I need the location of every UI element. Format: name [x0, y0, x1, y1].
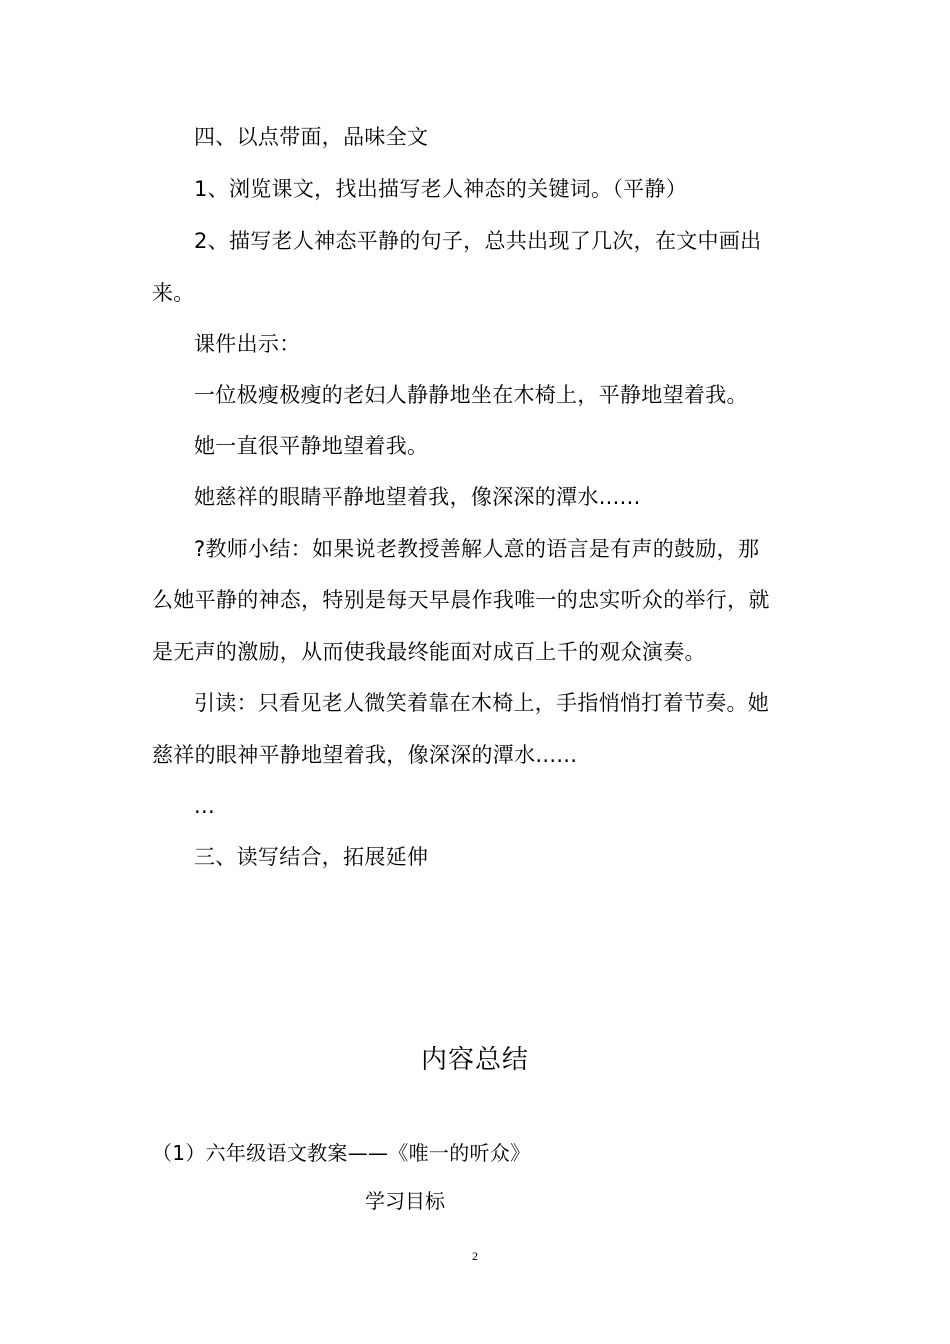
- teacher-summary-line-2: 么她平静的神态，特别是每天早晨作我唯一的忠实听众的举行，就: [152, 588, 770, 612]
- guided-reading-line-2: 慈祥的眼神平静地望着我，像深深的潭水......: [152, 743, 578, 767]
- quote-three: 她慈祥的眼睛平静地望着我，像深深的潭水......: [194, 485, 641, 509]
- teacher-summary-line-3: 是无声的激励，从而使我最终能面对成百上千的观众演奏。: [152, 640, 706, 664]
- ellipsis-line: ...: [194, 794, 215, 818]
- section-three-heading: 三、读写结合，拓展延伸: [194, 845, 429, 869]
- courseware-label: 课件出示：: [194, 332, 301, 356]
- section-four-heading: 四、以点带面，品味全文: [194, 125, 429, 149]
- page-number: 2: [472, 1249, 478, 1263]
- quote-one: 一位极瘦极瘦的老妇人静静地坐在木椅上，平静地望着我。: [194, 383, 748, 407]
- item-two-line-2: 来。: [152, 281, 195, 305]
- quote-two: 她一直很平静地望着我。: [194, 434, 429, 458]
- teacher-summary-line-1: ?教师小结：如果说老教授善解人意的语言是有声的鼓励，那: [194, 537, 760, 561]
- summary-item: （1）六年级语文教案——《唯一的听众》: [152, 1141, 531, 1165]
- guided-reading-line-1: 引读：只看见老人微笑着靠在木椅上，手指悄悄打着节奏。她: [194, 691, 770, 715]
- item-two-line-1: 2、描写老人神态平静的句子，总共出现了几次，在文中画出: [194, 229, 762, 253]
- learning-objectives-heading: 学习目标: [365, 1189, 445, 1213]
- item-one: 1、浏览课文，找出描写老人神态的关键词。（平静）: [194, 177, 688, 201]
- summary-title: 内容总结: [420, 1045, 529, 1075]
